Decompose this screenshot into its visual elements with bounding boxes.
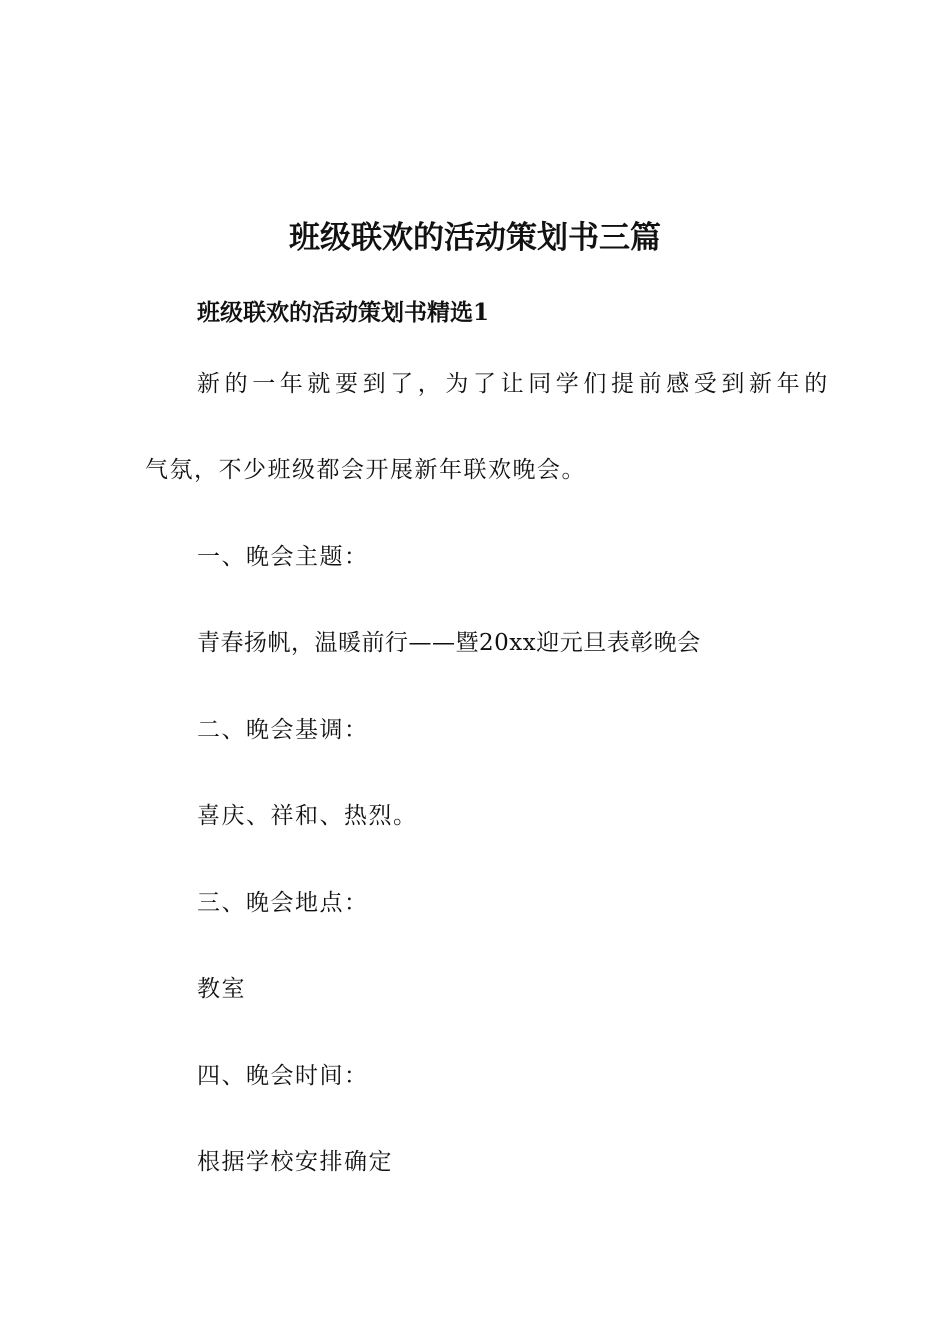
intro-paragraph-line-2: 气氛，不少班级都会开展新年联欢晚会。: [145, 457, 586, 483]
heading-time: 四、晚会时间：: [197, 1063, 369, 1089]
theme-text: 青春扬帆，温暖前行——暨20xx迎元旦表彰晚会: [197, 630, 701, 656]
section-heading: 班级联欢的活动策划书精选1: [197, 299, 490, 326]
intro-paragraph-line-1: 新的一年就要到了，为了让同学们提前感受到新年的: [197, 371, 832, 397]
location-text: 教室: [197, 976, 246, 1002]
tone-text: 喜庆、祥和、热烈。: [197, 803, 418, 829]
heading-tone: 二、晚会基调：: [197, 717, 369, 743]
heading-theme: 一、晚会主题：: [197, 544, 369, 570]
document-title: 班级联欢的活动策划书三篇: [289, 220, 661, 256]
time-text: 根据学校安排确定: [197, 1149, 393, 1175]
heading-location: 三、晚会地点：: [197, 890, 369, 916]
